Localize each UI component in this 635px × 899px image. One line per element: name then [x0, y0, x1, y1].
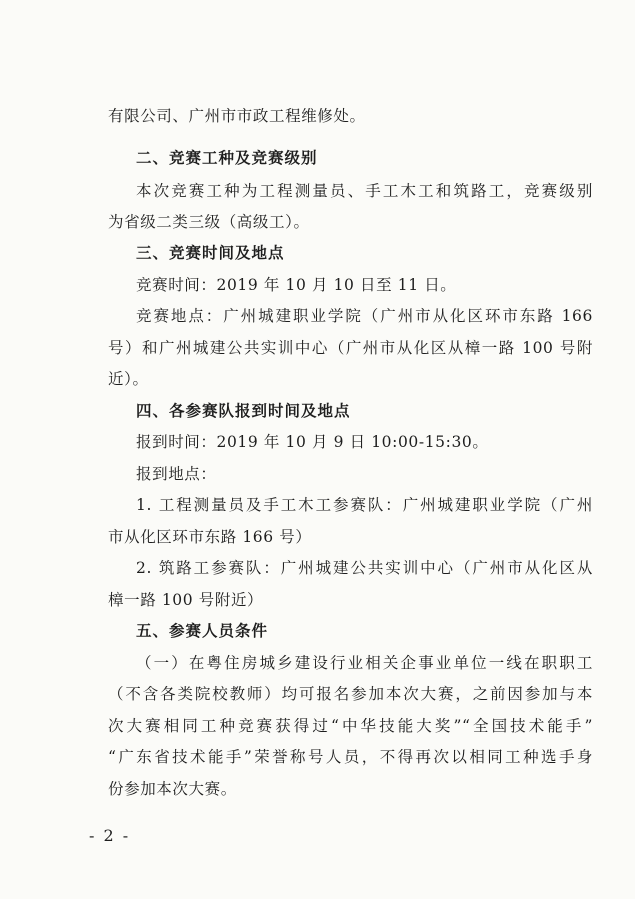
paragraph-line: 报到时间：2019 年 10 月 9 日 10:00-15:30。: [136, 433, 489, 451]
paragraph-line: （不含各类院校教师）均可报名参加本次大赛，之前因参加与本: [108, 685, 593, 703]
paragraph-line: 1. 工程测量员及手工木工参赛队：广州城建职业学院（广州: [136, 496, 593, 514]
paragraph-line: （一）在粤住房城乡建设行业相关企事业单位一线在职职工: [136, 654, 593, 672]
paragraph-line: 次大赛相同工种竞赛获得过“中华技能大奖”“全国技术能手”: [108, 717, 593, 735]
paragraph-line: 份参加本次大赛。: [108, 780, 237, 798]
paragraph-line: 为省级二类三级（高级工）。: [108, 213, 310, 231]
paragraph-line: 竞赛地点：广州城建职业学院（广州市从化区环市东路 166: [136, 307, 593, 325]
page-number: - 2 -: [89, 826, 131, 845]
paragraph-line: “广东省技术能手”荣誉称号人员，不得再次以相同工种选手身: [108, 748, 593, 766]
paragraph-line: 报到地点：: [136, 465, 217, 483]
section-heading-3: 三、竞赛时间及地点: [136, 244, 285, 262]
paragraph-line: 市从化区环市东路 166 号）: [108, 528, 312, 546]
paragraph-line: 近）。: [108, 370, 149, 388]
section-heading-5: 五、参赛人员条件: [136, 622, 269, 640]
section-heading-4: 四、各参赛队报到时间及地点: [136, 402, 351, 420]
paragraph-line: 竞赛时间：2019 年 10 月 10 日至 11 日。: [136, 276, 457, 294]
paragraph-line: 2. 筑路工参赛队：广州城建公共实训中心（广州市从化区从: [136, 559, 593, 577]
paragraph-line: 号）和广州城建公共实训中心（广州市从化区从樟一路 100 号附: [108, 339, 593, 357]
section-heading-2: 二、竞赛工种及竞赛级别: [136, 149, 318, 167]
paragraph-line: 本次竞赛工种为工程测量员、手工木工和筑路工，竞赛级别: [136, 182, 593, 200]
paragraph-line: 樟一路 100 号附近）: [108, 591, 264, 609]
paragraph-line: 有限公司、广州市市政工程维修处。: [108, 107, 366, 125]
